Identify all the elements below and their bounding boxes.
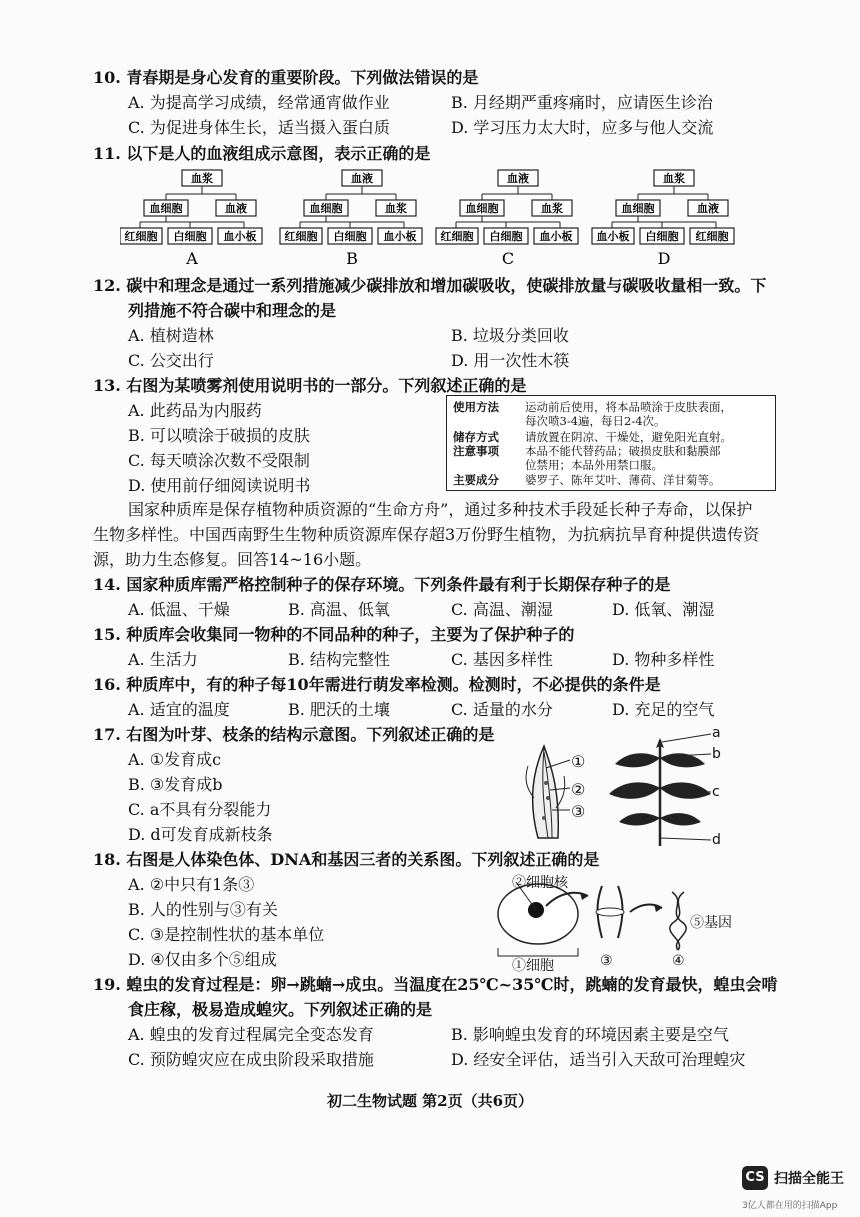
q15-option-b: B. 结构完整性 — [288, 650, 390, 669]
q18-option-d: D. ④仅由多个⑤组成 — [128, 950, 277, 969]
q19-stem-line2: 食庄稼，极易造成蝗灾。下列叙述正确的是 — [128, 1000, 433, 1019]
passage-line-3: 源，助力生态修复。回答14~16小题。 — [93, 550, 372, 569]
branch-label-a: a — [712, 725, 721, 741]
q14-stem: 14. 国家种质库需严格控制种子的保存环境。下列条件最有利于长期保存种子的是 — [93, 575, 671, 594]
q14-option-a: A. 低温、干燥 — [128, 600, 230, 619]
q10-option-c: C. 为促进身体生长，适当摄入蛋白质 — [128, 118, 390, 137]
blood-diagram-d — [592, 170, 734, 268]
watermark-tagline: 3亿人都在用的扫描App — [742, 1201, 838, 1211]
diagram-bottom-box: 白细胞 — [173, 230, 207, 243]
q19-stem-line1: 19. 蝗虫的发育过程是：卵→跳蝻→成虫。当温度在25℃~35℃时，跳蝻的发育最快，蝗虫会啃 — [93, 975, 778, 994]
q16-stem: 16. 种质库中，有的种子每10年需进行萌发率检测。检测时，不必提供的条件是 — [93, 675, 661, 694]
q10-option-b: B. 月经期严重疼痛时，应请医生诊治 — [451, 93, 713, 112]
q14-option-c: C. 高温、潮湿 — [451, 600, 553, 619]
q19-option-d: D. 经安全评估，适当引入天敌可治理蝗灾 — [451, 1050, 746, 1069]
q12-option-d: D. 用一次性木筷 — [451, 351, 570, 370]
q12-option-a: A. 植树造林 — [128, 326, 214, 345]
branch-label-b: b — [712, 746, 721, 762]
watermark-name: 扫描全能王 — [774, 1171, 844, 1187]
diagram-bottom-box: 血小板 — [223, 230, 257, 243]
passage-line-2: 生物多样性。中国西南野生生物种质资源库保存超3万份野生植物，为抗病抗旱育种提供遗传资 — [93, 525, 760, 544]
q17-option-d: D. d可发育成新枝条 — [128, 825, 273, 844]
ingredients-label: 主要成分 — [453, 473, 499, 487]
q18-option-c: C. ③是控制性状的基本单位 — [128, 925, 325, 944]
q18-option-a: A. ②中只有1条③ — [128, 875, 255, 894]
diagram-top-box: 血液 — [351, 172, 373, 185]
chromosome-label: ③ — [600, 953, 613, 969]
notes-text-2: 位禁用；本品外用禁口服。 — [525, 458, 663, 472]
q16-option-a: A. 适宜的温度 — [128, 700, 230, 719]
diagram-mid-box: 血细胞 — [621, 202, 655, 215]
bud-label-1: ① — [571, 752, 586, 771]
diagram-mid-box: 血细胞 — [309, 202, 343, 215]
q15-option-c: C. 基因多样性 — [451, 650, 553, 669]
q17-option-c: C. a不具有分裂能力 — [128, 800, 272, 819]
blood-diagram-b — [280, 170, 422, 268]
q17-option-b: B. ③发育成b — [128, 775, 223, 794]
q16-option-d: D. 充足的空气 — [612, 700, 715, 719]
diagram-mid-box: 血细胞 — [465, 202, 499, 215]
diagram-top-box: 血浆 — [663, 172, 685, 185]
q12-option-b: B. 垃圾分类回收 — [451, 326, 569, 345]
usage-text-2: 每次喷3-4遍，每日2-4次。 — [525, 414, 666, 428]
notes-text-1: 本品不能代替药品；破损皮肤和黏膜部 — [525, 444, 721, 458]
q14-option-d: D. 低氧、潮湿 — [612, 600, 715, 619]
dna-label: ④ — [672, 953, 685, 969]
q13-option-a: A. 此药品为内服药 — [128, 401, 262, 420]
spray-instructions-box — [446, 395, 776, 491]
diagram-bottom-box: 白细胞 — [333, 230, 367, 243]
diagram-bottom-box: 红细胞 — [284, 230, 318, 243]
q17-stem: 17. 右图为叶芽、枝条的结构示意图。下列叙述正确的是 — [93, 725, 495, 744]
q13-option-c: C. 每天喷涂次数不受限制 — [128, 451, 310, 470]
q16-option-c: C. 适量的水分 — [451, 700, 553, 719]
diagram-bottom-box: 血小板 — [539, 230, 573, 243]
diagram-bottom-box: 血小板 — [596, 230, 630, 243]
diagram-mid-box: 血浆 — [541, 202, 563, 215]
bud-label-3: ③ — [571, 802, 586, 821]
q12-stem-line1: 12. 碳中和理念是通过一系列措施减少碳排放和增加碳吸收，使碳排放量与碳吸收量相一致。下 — [93, 276, 767, 295]
q11-stem: 11. 以下是人的血液组成示意图，表示正确的是 — [93, 144, 431, 163]
usage-text-1: 运动前后使用，将本品喷涂于皮肤表面， — [525, 400, 732, 414]
q13-option-b: B. 可以喷涂于破损的皮肤 — [128, 426, 310, 445]
blood-composition-diagrams — [120, 164, 770, 270]
diagram-bottom-box: 血小板 — [383, 230, 417, 243]
ingredients-text: 婆罗子、陈年艾叶、薄荷、洋甘菊等。 — [525, 473, 721, 487]
diagram-bottom-box: 白细胞 — [489, 230, 523, 243]
gene-label: ⑤基因 — [690, 915, 732, 931]
diagram-mid-box: 血细胞 — [149, 202, 183, 215]
q15-option-a: A. 生活力 — [128, 650, 198, 669]
q10-stem: 10. 青春期是身心发育的重要阶段。下列做法错误的是 — [93, 68, 479, 87]
diagram-mid-box: 血液 — [697, 202, 719, 215]
bud-label-2: ② — [571, 780, 586, 799]
q18-option-b: B. 人的性别与③有关 — [128, 900, 278, 919]
q19-option-b: B. 影响蝗虫发育的环境因素主要是空气 — [451, 1025, 729, 1044]
q18-stem: 18. 右图是人体染色体、DNA和基因三者的关系图。下列叙述正确的是 — [93, 850, 600, 869]
scanner-watermark — [742, 1166, 844, 1211]
cell-label: ①细胞 — [512, 958, 554, 974]
branch-label-c: c — [712, 784, 720, 800]
nucleus-label: ②细胞核 — [512, 875, 568, 891]
q12-stem-line2: 列措施不符合碳中和理念的是 — [128, 301, 337, 320]
q15-option-d: D. 物种多样性 — [612, 650, 715, 669]
branch-label-d: d — [712, 832, 721, 848]
diagram-mid-box: 血液 — [225, 202, 247, 215]
diagram-option-label: A — [186, 249, 198, 268]
passage-line-1: 国家种质库是保存植物种质资源的“生命方舟”，通过多种技术手段延长种子寿命，以保护 — [128, 500, 753, 519]
storage-text: 请放置在阴凉、干燥处，避免阳光直射。 — [525, 430, 732, 444]
q15-stem: 15. 种质库会收集同一物种的不同品种的种子，主要为了保护种子的 — [93, 625, 575, 644]
diagram-bottom-box: 白细胞 — [645, 230, 679, 243]
diagram-top-box: 血液 — [507, 172, 529, 185]
q16-option-b: B. 肥沃的土壤 — [288, 700, 390, 719]
diagram-top-box: 血浆 — [191, 172, 213, 185]
notes-label: 注意事项 — [453, 444, 499, 458]
branch-diagram — [605, 728, 715, 848]
q13-option-d: D. 使用前仔细阅读说明书 — [128, 476, 311, 495]
camscanner-logo-icon: CS — [742, 1166, 768, 1190]
leaf-bud-diagram — [508, 738, 608, 843]
q12-option-c: C. 公交出行 — [128, 351, 214, 370]
diagram-option-label: C — [501, 249, 515, 268]
q19-option-a: A. 蝗虫的发育过程属完全变态发育 — [128, 1025, 374, 1044]
diagram-option-label: B — [346, 249, 358, 268]
q10-option-d: D. 学习压力太大时，应多与他人交流 — [451, 118, 714, 137]
usage-label: 使用方法 — [453, 400, 499, 414]
diagram-bottom-box: 红细胞 — [440, 230, 474, 243]
diagram-bottom-box: 红细胞 — [695, 230, 729, 243]
q17-option-a: A. ①发育成c — [128, 750, 222, 769]
page-footer: 初二生物试题 第2页（共6页） — [326, 1092, 534, 1110]
diagram-option-label: D — [657, 249, 671, 268]
q10-option-a: A. 为提高学习成绩，经常通宵做作业 — [128, 93, 390, 112]
storage-label: 储存方式 — [453, 430, 499, 444]
diagram-mid-box: 血浆 — [385, 202, 407, 215]
q19-option-c: C. 预防蝗灾应在成虫阶段采取措施 — [128, 1050, 374, 1069]
q14-option-b: B. 高温、低氧 — [288, 600, 390, 619]
blood-diagram-a — [120, 170, 262, 268]
diagram-bottom-box: 红细胞 — [124, 230, 158, 243]
blood-diagram-c — [436, 170, 578, 268]
q13-stem: 13. 右图为某喷雾剂使用说明书的一部分。下列叙述正确的是 — [93, 376, 527, 395]
